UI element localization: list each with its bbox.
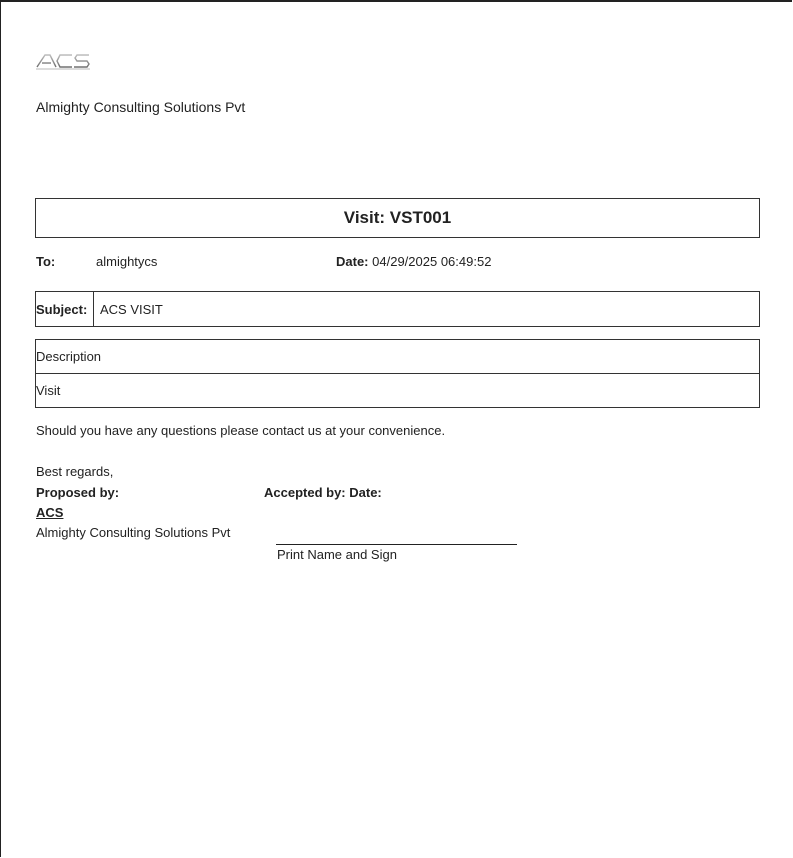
date-label: Date: — [336, 254, 369, 269]
proposed-by-label: Proposed by: — [36, 485, 120, 500]
signature-line — [276, 544, 517, 545]
to-value: almightycs — [96, 254, 158, 269]
signature-label: Print Name and Sign — [277, 547, 397, 562]
document-title-box — [35, 198, 760, 238]
company-name-header: Almighty Consulting Solutions Pvt — [36, 99, 246, 115]
subject-label: Subject: — [36, 292, 94, 326]
description-header: Description — [36, 349, 102, 364]
description-value: Visit — [36, 373, 759, 407]
acs-logo — [36, 52, 90, 70]
logo-reflection — [36, 68, 90, 70]
accepted-by-label: Accepted by: Date: — [264, 485, 382, 500]
document-title: Visit: VST001 — [343, 208, 452, 227]
description-table — [35, 339, 760, 408]
proposer-short-name: ACS — [36, 505, 64, 520]
date-line — [336, 254, 491, 269]
subject-value: ACS VISIT — [100, 301, 163, 317]
date-value: 04/29/2025 06:49:52 — [372, 254, 492, 269]
proposer-company: Almighty Consulting Solutions Pvt — [36, 525, 231, 540]
to-label: To: — [36, 254, 56, 269]
subject-box — [35, 291, 760, 327]
contact-text: Should you have any questions please contact us at your convenience. — [36, 423, 446, 438]
regards-text: Best regards, — [36, 464, 114, 479]
